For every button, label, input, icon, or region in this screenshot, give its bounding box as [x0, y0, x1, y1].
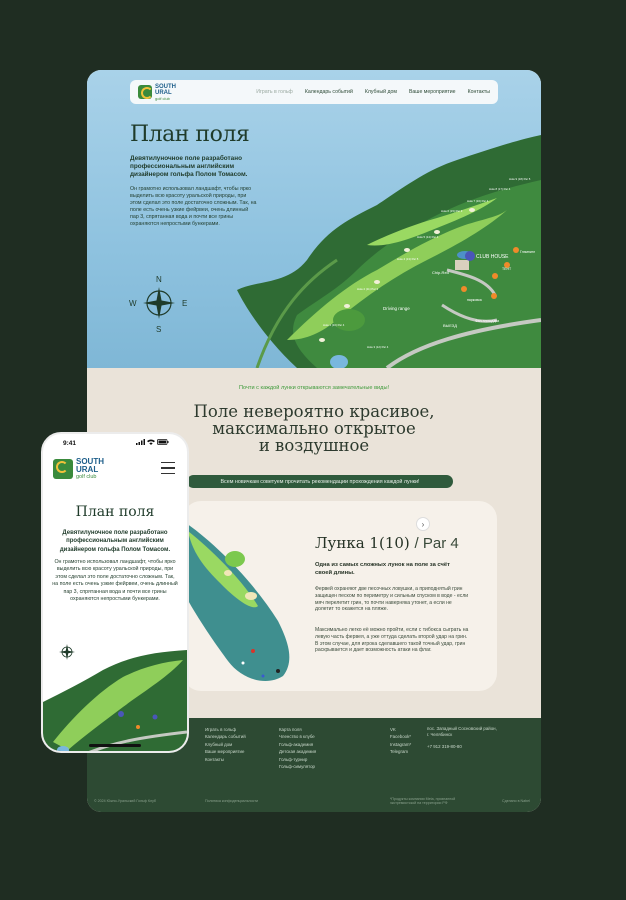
mobile-logo-line-1: SOUTH	[76, 457, 104, 466]
logo-line-1: SOUTH	[155, 83, 176, 90]
nav-play-golf[interactable]: Играть в гольф	[256, 89, 293, 95]
mobile-body: Он грамотно использовал ландшафт, чтобы ярко выделить всю красоту уральской природы, при этом сделал это поле достаточно сложным. Так, на поле есть очень узкие фейрвеи, очень длинный пар 3, спрятанная вода и почти все грины охраняются непростыми бункерами.	[52, 559, 178, 603]
page-title: План поля	[130, 122, 250, 147]
map-label-fan-zone: Фан-площадка	[475, 319, 500, 323]
mobile-header	[49, 456, 181, 482]
footer-link[interactable]: Контакты	[205, 756, 224, 762]
section2-title-line-2: максимально открытое	[212, 419, 416, 438]
footer-col-2	[279, 726, 316, 770]
map-hole-7: Hole 7 (16) Par 4	[467, 199, 489, 203]
logo-mark-icon	[138, 85, 152, 99]
map-hole-4: Hole 4 (13) Par 5	[397, 257, 419, 261]
hero-section	[87, 70, 541, 368]
compass-n: N	[156, 275, 162, 284]
map-label-parking: парковка	[467, 298, 482, 302]
logo-mark-icon	[53, 459, 73, 479]
footer-link[interactable]: Гольф-турнир	[279, 756, 308, 762]
mobile-mockup	[41, 432, 189, 753]
footer-link[interactable]: Гольф-симулятор	[279, 764, 315, 770]
footer-link[interactable]: Детская академия	[279, 749, 317, 755]
hole-card	[183, 501, 497, 691]
footer-link[interactable]: Ваше мероприятие	[205, 749, 245, 755]
map-hole-6: Hole 6 (15) Par 3	[441, 209, 463, 213]
footer-link[interactable]: Клубный дом	[205, 741, 233, 747]
footer-link[interactable]: Календарь событий	[205, 734, 246, 740]
course-map	[227, 110, 541, 368]
map-label-glamping: Глэмпинг	[520, 250, 535, 254]
footer-link[interactable]: Гольф-академия	[279, 741, 314, 747]
hero-lead: Девятилуночное поле разработано профессиональным английским дизайнером гольфа Полом Томасом.	[130, 155, 248, 178]
home-indicator	[89, 744, 141, 747]
section2-title-line-3: и воздушное	[258, 436, 370, 455]
wifi-icon	[147, 439, 155, 445]
footer-link[interactable]: Играть в гольф	[205, 727, 236, 732]
footer-copyright: © 2024 Южно-Уральский Гольф Клуб	[94, 799, 156, 803]
next-hole-button[interactable]: ›	[416, 517, 430, 531]
map-hole-5: Hole 5 (14) Par 4	[417, 235, 439, 239]
hole-lead: Одна из самых сложных лунок на поле за счёт своей длины.	[315, 562, 450, 576]
hero-body: Он грамотно использовал ландшафт, чтобы ярко выделить всю красоту уральской природы, при этом сделал это поле достаточно сложным. Так, на поле есть очень узкие фейрвеи, очень длинный пар 3, спрятанная вода и почти все грины охраняются непростыми бункерами.	[130, 186, 257, 227]
map-label-club-house: CLUB HOUSE	[476, 254, 509, 260]
nav-your-event[interactable]: Ваше мероприятие	[408, 89, 456, 95]
section2-title-line-1: Поле невероятно красивое,	[193, 402, 435, 421]
footer-social[interactable]: VK	[390, 727, 396, 732]
footer-social[interactable]: Instagram*	[390, 741, 412, 747]
top-nav	[130, 80, 498, 104]
hole-paragraph-2: Максимально легко её можно пройти, если с тибокса сыграть на левую часть фервея, а уже оттуда сделать второй удар на грин. В этом случае, для игрока сделавшего такой точный удар, грин раскрывается и дает возможность атаки на флаг.	[315, 627, 469, 654]
footer-disclaimer: *Продукты компании Meta, признанной экстремистской на территории РФ	[390, 797, 456, 806]
footer-address: пос. Западный Сосновский район, г. Челябинск	[427, 726, 497, 737]
map-hole-3: Hole 3 (12) Par 4	[367, 345, 389, 349]
map-hole-1: Hole 1 (10) Par 4	[323, 323, 345, 327]
compass-icon	[129, 273, 189, 333]
map-hole-2: Hole 2 (11) Par 3	[357, 287, 379, 291]
map-label-exit: ВЫЕЗД	[443, 323, 457, 328]
battery-icon	[157, 439, 169, 445]
map-label-tent: ТЕНТ	[502, 267, 512, 271]
menu-burger-icon[interactable]	[161, 462, 175, 478]
status-bar	[43, 434, 187, 450]
nav-club-house[interactable]: Клубный дом	[364, 89, 397, 95]
mobile-logo-line-2: URAL	[76, 465, 99, 474]
hole-illustration	[183, 501, 303, 691]
logo-line-2: URAL	[155, 89, 172, 96]
mobile-logo-sub: golf club	[76, 474, 97, 480]
footer-col-4	[427, 726, 497, 750]
mobile-brand-logo[interactable]	[53, 458, 104, 480]
mobile-course-map	[43, 632, 187, 753]
mobile-lead: Девятилуночное поле разработано профессиональным английским дизайнером гольфа Полом Томасом.	[59, 530, 171, 553]
footer-link[interactable]: Карта поля	[279, 727, 302, 732]
footer-privacy[interactable]: Политика конфиденциальности	[205, 799, 259, 803]
advice-pill: Всем новичкам советуем прочитать рекомендации прохождения каждой лунки!	[187, 475, 453, 488]
footer-col-3	[390, 726, 411, 756]
status-time: 9:41	[63, 440, 77, 447]
hole-par: / Par 4	[414, 535, 459, 552]
section2-kicker: Почти с каждой лунки открываются замечательные виды!	[238, 385, 390, 391]
map-label-chip: Chip-Red	[432, 270, 449, 275]
compass-s: S	[156, 325, 162, 333]
map-hole-8: Hole 8 (17) Par 4	[489, 187, 511, 191]
map-label-driving-range: Driving range	[383, 306, 410, 311]
footer-social[interactable]: Telegram	[390, 749, 409, 755]
footer-social[interactable]: Facebook*	[390, 734, 411, 740]
footer-link[interactable]: Членство в клубе	[279, 734, 315, 740]
hole-title	[315, 534, 459, 552]
nav-contacts[interactable]: Контакты	[467, 89, 490, 95]
logo-sub: golf club	[155, 95, 170, 101]
compass-w: W	[129, 299, 137, 308]
footer-made[interactable]: Сделано в Nabel	[502, 799, 530, 803]
mobile-page-title: План поля	[75, 504, 155, 520]
compass-e: E	[182, 299, 188, 308]
hole-number: Лунка 1(10)	[315, 534, 410, 552]
signal-icon	[136, 439, 145, 445]
brand-logo[interactable]	[138, 84, 176, 101]
hole-paragraph-1: Фервей охраняют две песочных ловушки, а приподнятый грин защищен песком по периметру и сильным спуском в воде - если мяч перелетит грин, то почти наверняка утонет, а если не долетит то окажется на пляже.	[315, 586, 469, 613]
map-hole-9: Hole 9 (18) Par 5	[509, 177, 531, 181]
footer-col-1	[205, 726, 246, 763]
footer-phone[interactable]: +7 912 319-80-80	[427, 744, 462, 749]
nav-events[interactable]: Календарь событий	[304, 89, 353, 95]
